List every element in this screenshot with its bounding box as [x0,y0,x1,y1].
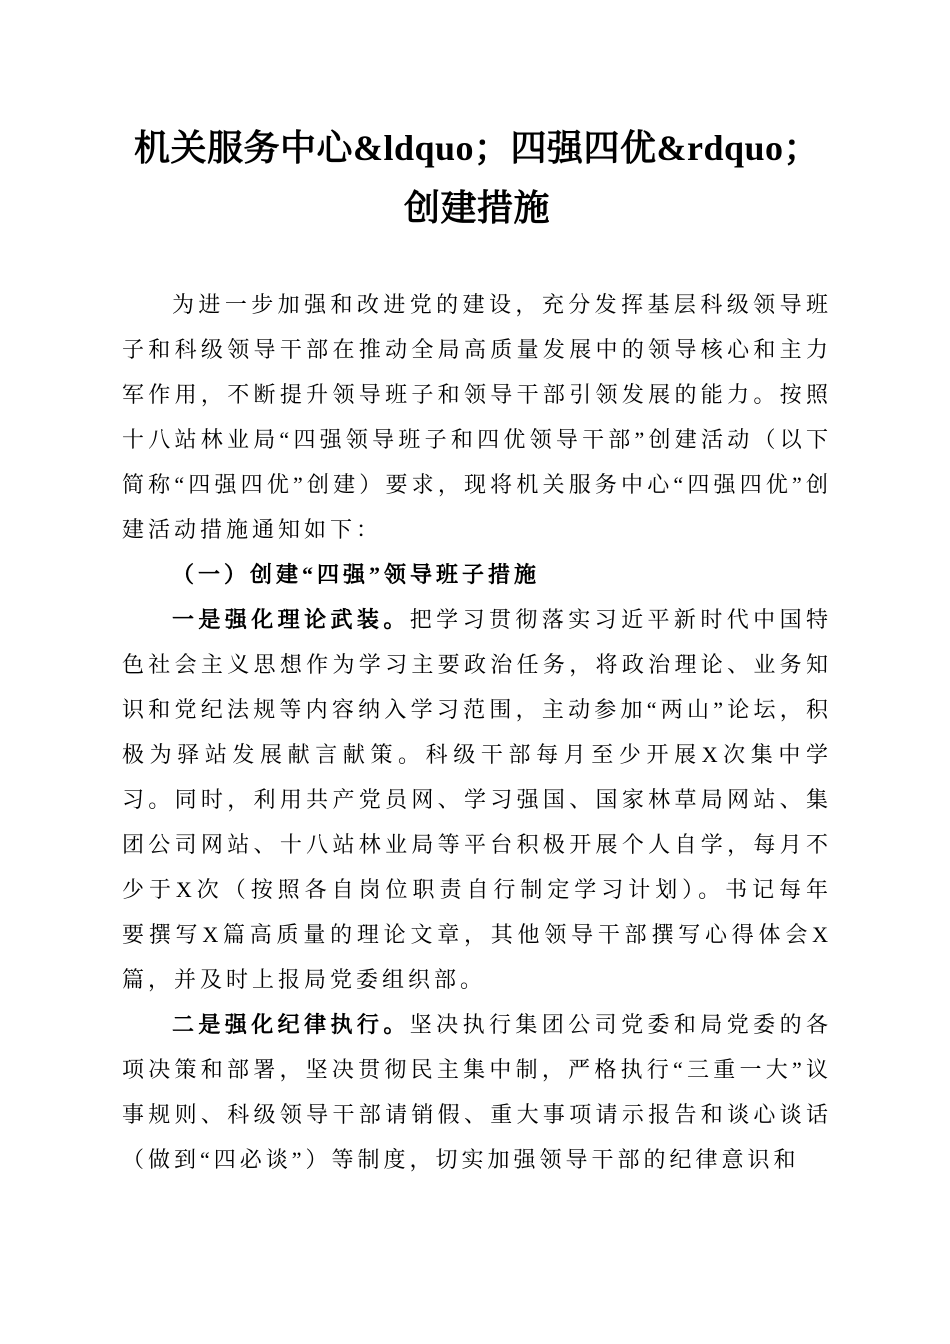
paragraph-point-1-text: 把学习贯彻落实习近平新时代中国特色社会主义思想作为学习主要政治任务，将政治理论、业务知识和党纪法规等内容纳入学习范围，主动参加“两山”论坛，积极为驿站发展献言献策。科级干部每月至少开展X次集中学习。同时，利用共产党员网、学习强国、国家林草局网站、集团公司网站、十八站林业局等平台积极开展个人自学，每月不少于X次（按照各自岗位职责自行制定学习计划）。书记每年要撰写X篇高质量的理论文章，其他领导干部撰写心得体会X篇，并及时上报局党委组织部。 [122,607,832,992]
paragraph-point-2-text: 坚决执行集团公司党委和局党委的各项决策和部署，坚决贯彻民主集中制，严格执行“三重一大”议事规则、科级领导干部请销假、重大事项请示报告和谈心谈话（做到“四必谈”）等制度，切实加强领导干部的纪律意识和 [122,1012,832,1172]
paragraph-point-2-lead: 二是强化纪律执行。 [172,1012,410,1037]
paragraph-point-1-lead: 一是强化理论武装。 [172,607,410,632]
document-title: 机关服务中心&ldquo；四强四优&rdquo；创建措施 [133,128,821,228]
paragraph-intro: 为进一步加强和改进党的建设，充分发挥基层科级领导班子和科级领导干部在推动全局高质量发展中的领导核心和主力军作用，不断提升领导班子和领导干部引领发展的能力。按照十八站林业局“四强领导班子和四优领导干部”创建活动（以下简称“四强四优”创建）要求，现将机关服务中心“四强四优”创建活动措施通知如下： [122,292,832,542]
paragraph-point-1 [122,597,832,1002]
paragraph-point-2 [122,1002,832,1182]
section-heading: （一）创建“四强”领导班子措施 [172,562,541,587]
